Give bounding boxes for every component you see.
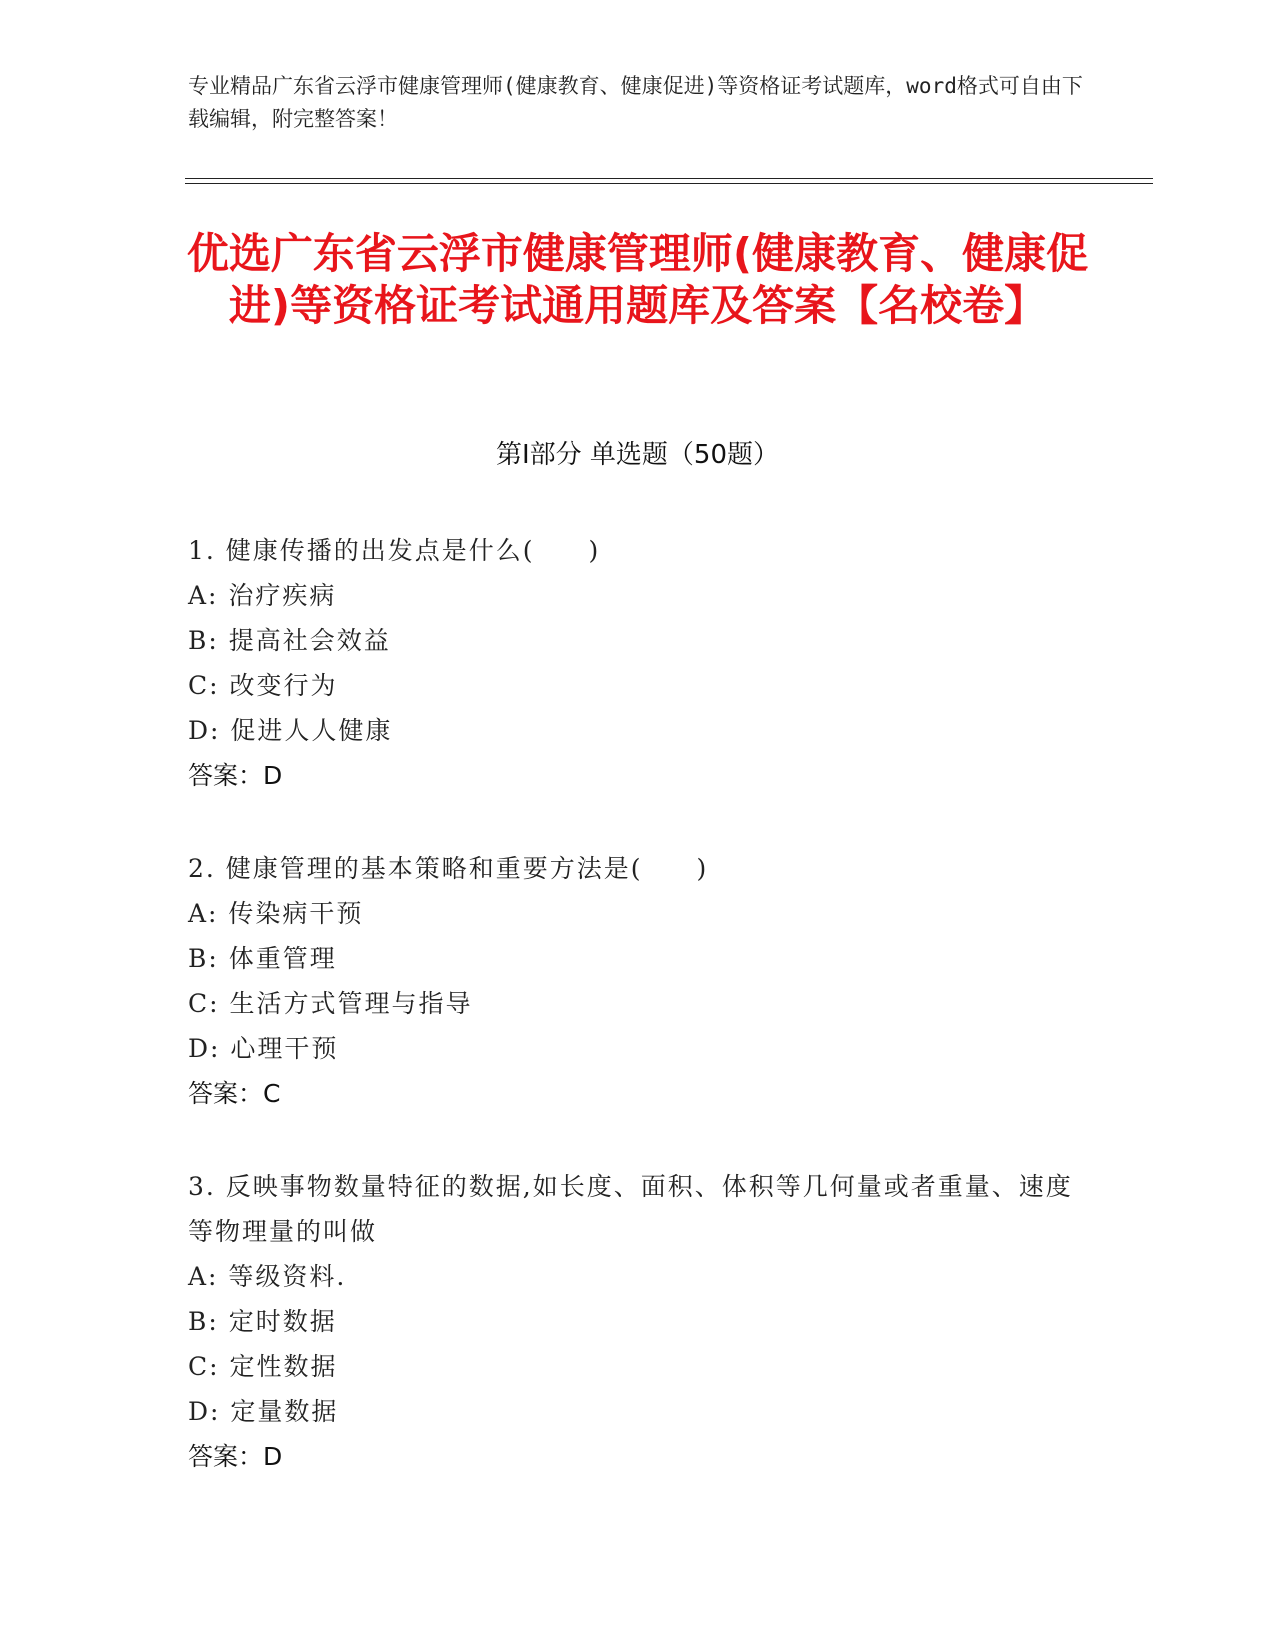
option-d: D: 促进人人健康 (188, 716, 393, 745)
option-c: C: 改变行为 (188, 671, 338, 700)
option-c: C: 生活方式管理与指导 (188, 989, 473, 1018)
option-b: B: 提高社会效益 (188, 626, 391, 655)
question-stem: 3. 反映事物数量特征的数据,如长度、面积、体积等几何量或者重量、速度等物理量的叫做 (188, 1172, 1073, 1246)
option-a: A: 传染病干预 (188, 899, 364, 928)
document-title: 优选广东省云浮市健康管理师(健康教育、健康促进)等资格证考试通用题库及答案【名校卷】 (186, 229, 1089, 330)
question-list (188, 528, 1088, 1527)
option-a: A: 等级资料. (188, 1262, 347, 1291)
option-b: B: 定时数据 (188, 1307, 337, 1336)
question-stem: 1. 健康传播的出发点是什么( ) (188, 536, 601, 565)
option-a: A: 治疗疾病 (188, 581, 337, 610)
header-note: 专业精品广东省云浮市健康管理师(健康教育、健康促进)等资格证考试题库，word格式可自由下载编辑，附完整答案！ (188, 74, 1083, 131)
option-d: D: 定量数据 (188, 1397, 339, 1426)
answer-line: 答案：D (188, 761, 283, 790)
header-divider-bottom (185, 183, 1153, 184)
option-b: B: 体重管理 (188, 944, 337, 973)
question-stem: 2. 健康管理的基本策略和重要方法是( ) (188, 854, 709, 883)
section-heading: 第Ⅰ部分 单选题（50题） (495, 440, 780, 470)
question-item (188, 846, 1088, 1116)
option-c: C: 定性数据 (188, 1352, 338, 1381)
answer-line: 答案：C (188, 1079, 281, 1108)
header-divider-top (185, 178, 1153, 179)
question-item (188, 528, 1088, 798)
option-d: D: 心理干预 (188, 1034, 339, 1063)
answer-line: 答案：D (188, 1442, 283, 1471)
question-item (188, 1164, 1088, 1479)
